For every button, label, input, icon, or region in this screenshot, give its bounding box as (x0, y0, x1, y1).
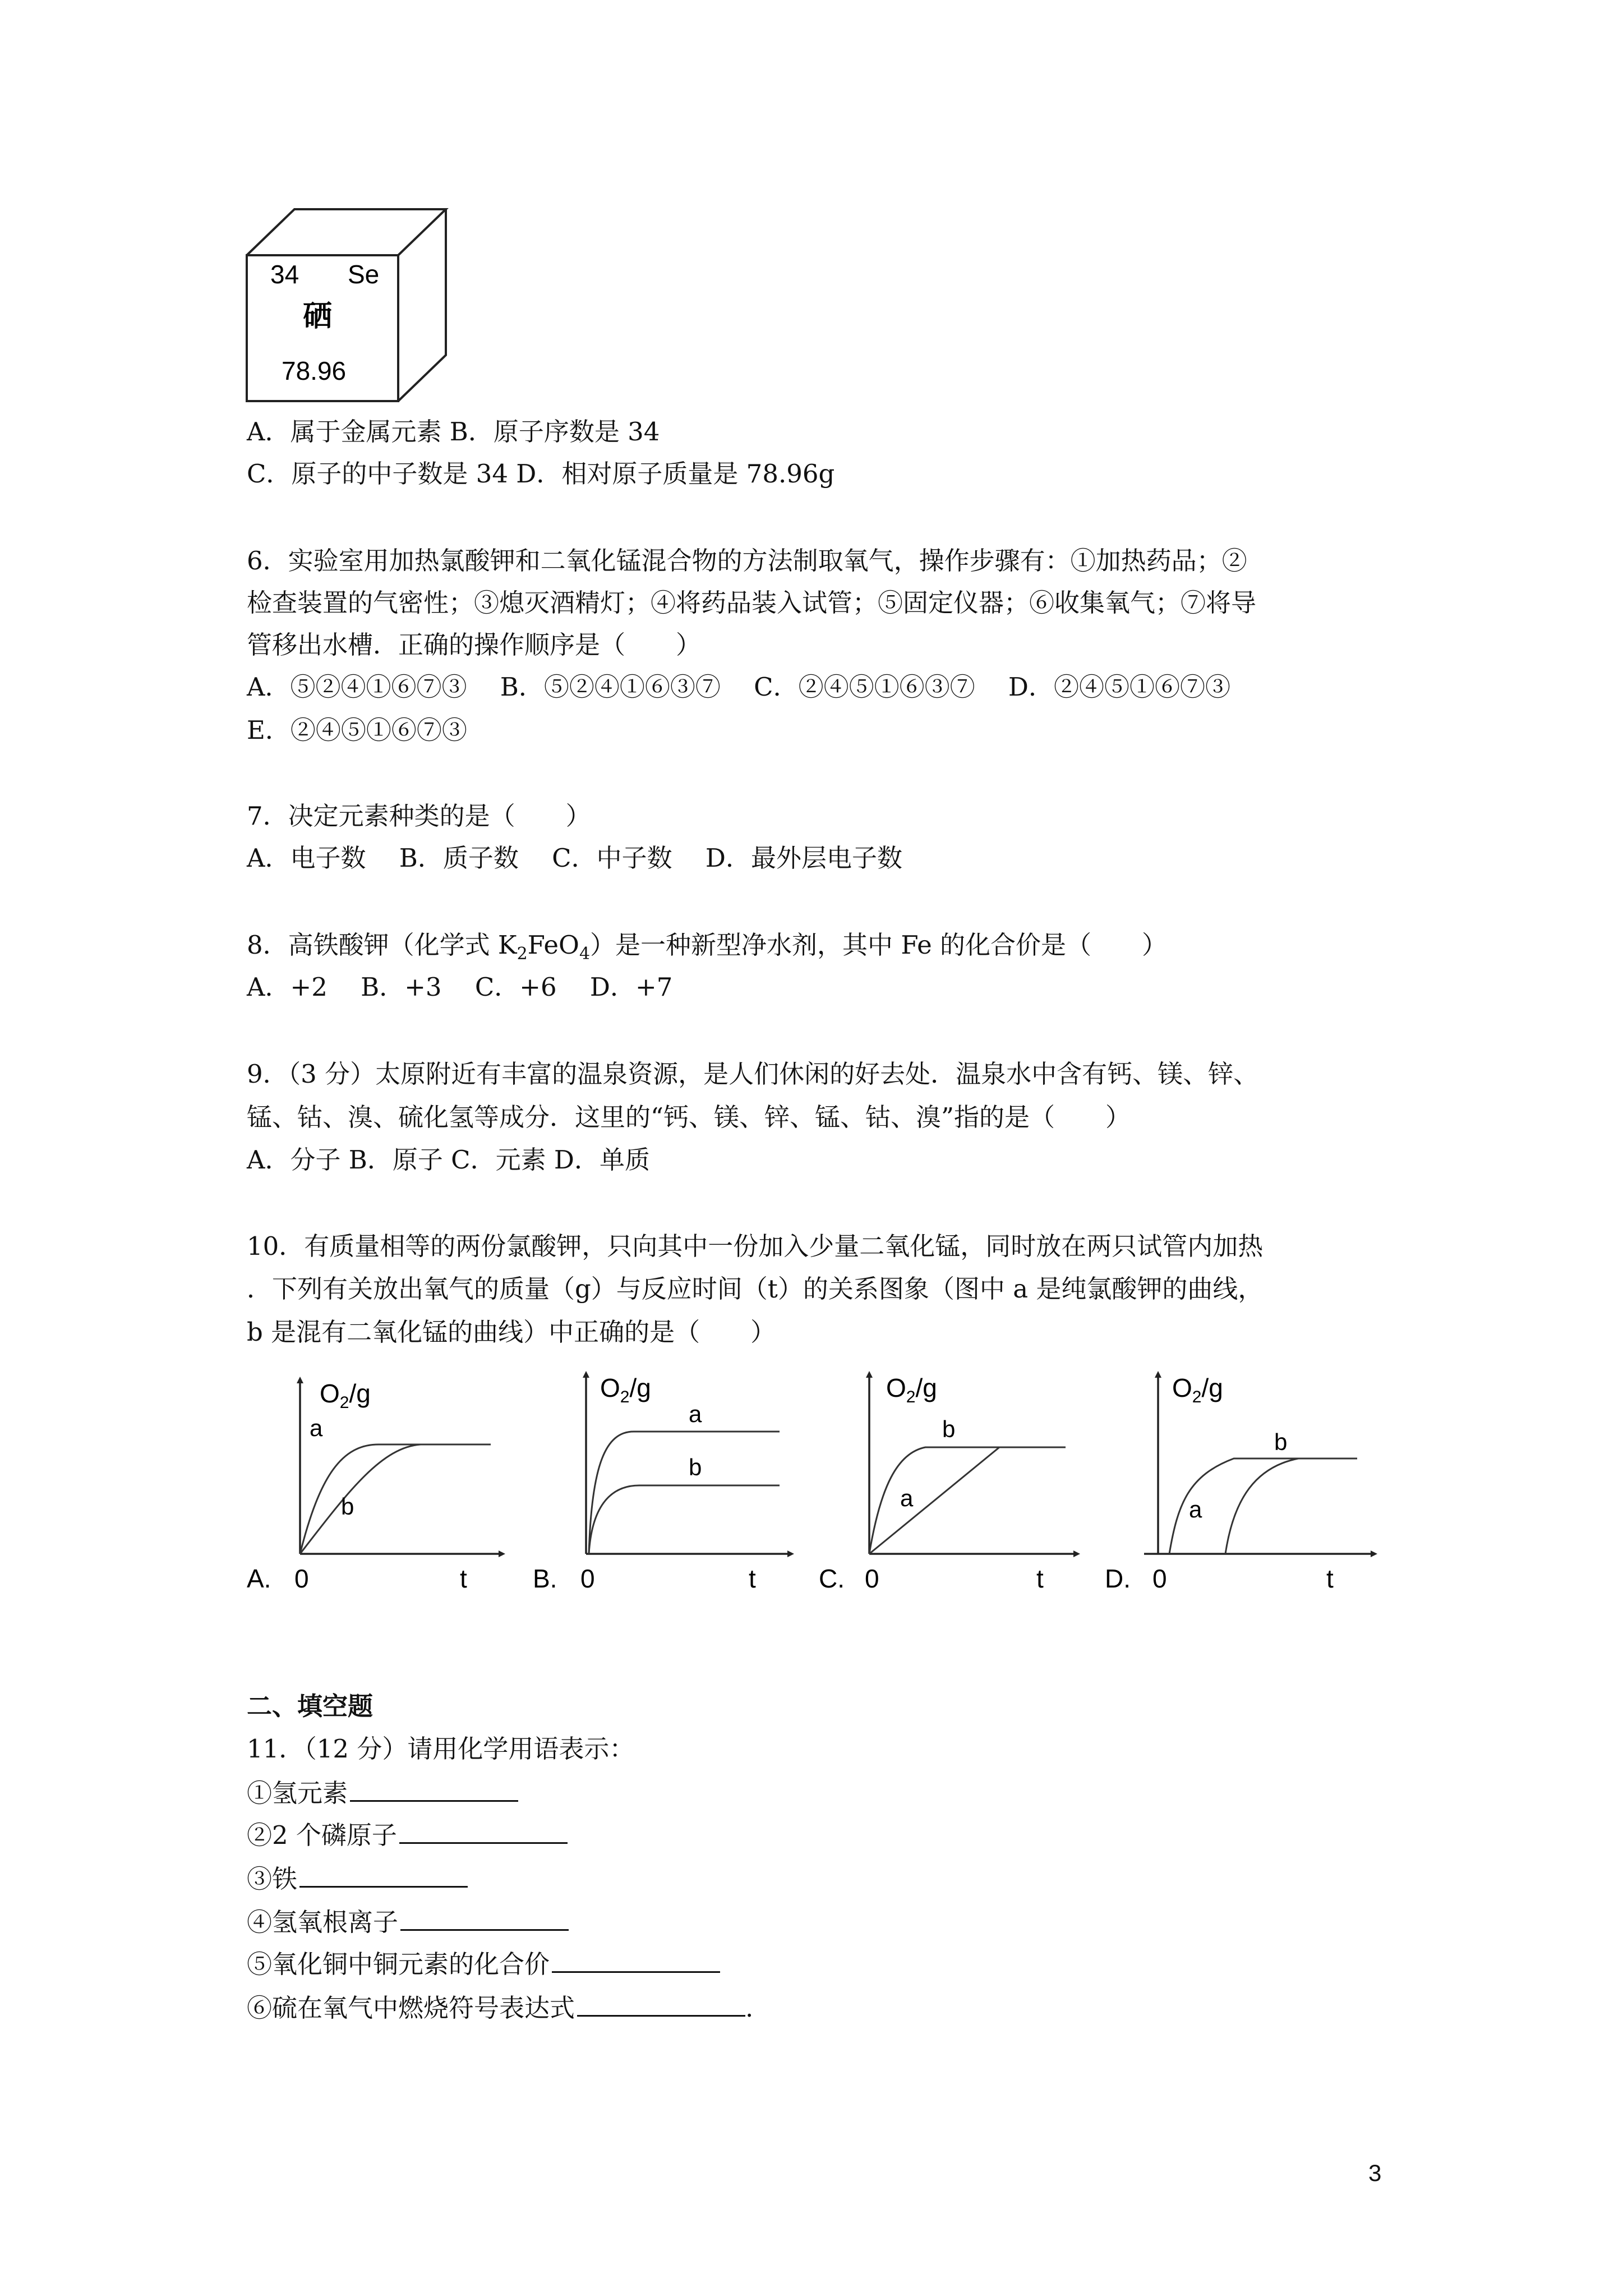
q5-options-line-1: A．属于金属元素 B．原子序数是 34 (247, 417, 660, 447)
curve-a (300, 1444, 491, 1554)
q10-graphs (241, 1363, 1408, 1599)
graph-option-label: A. (247, 1564, 271, 1593)
q11-stem: 11．（12 分）请用化学用语表示： (247, 1734, 635, 1764)
q11-item-2 (247, 1818, 568, 1852)
answer-blank[interactable] (399, 1818, 568, 1844)
q11-item-4 (247, 1904, 569, 1939)
x-axis-label: t (460, 1564, 467, 1593)
y-axis-label: $O_2/g$ (1172, 1373, 1223, 1406)
answer-blank[interactable] (552, 1947, 720, 1973)
curve-b-label: b (942, 1416, 956, 1442)
q7-options: A．电子数 B．质子数 C．中子数 D．最外层电子数 (247, 843, 902, 873)
q8-stem-mid: FeO (527, 930, 579, 960)
x-axis-label: t (749, 1564, 756, 1593)
cube-side-face (398, 209, 446, 401)
y-axis-label: $O_2/g$ (600, 1373, 651, 1406)
q11-item-6 (247, 1990, 753, 2025)
curve-b-label: b (341, 1493, 354, 1520)
curve-b (589, 1485, 780, 1554)
curve-a (869, 1447, 1066, 1554)
element-cube-figure (241, 205, 454, 407)
q5-options-line-2: C．原子的中子数是 34 D．相对原子质量是 78.96g (247, 459, 835, 489)
q6-stem-line-2: 检查装置的气密性；③熄灭酒精灯；④将药品装入试管；⑤固定仪器；⑥收集氧气；⑦将导 (247, 588, 1257, 618)
origin-label: 0 (580, 1564, 595, 1593)
q8-stem-after: ）是一种新型净水剂，其中 Fe 的化合价是（ ） (590, 930, 1168, 960)
graph-c (819, 1373, 1077, 1593)
q9-options: A．分子 B．原子 C．元素 D．单质 (247, 1145, 650, 1175)
y-axis-label: $O_2/g$ (320, 1379, 371, 1412)
graph-b (533, 1373, 791, 1593)
curve-b-label: b (689, 1454, 702, 1480)
q8-stem-before: 8．高铁酸钾（化学式 K (247, 930, 517, 960)
q11-item-text: ⑥硫在氧气中燃烧符号表达式 (247, 1993, 575, 2023)
q6-options-line-2: E．②④⑤①⑥⑦③ (247, 715, 467, 745)
curve-a-label: a (900, 1485, 914, 1511)
q10-stem-line-3: b 是混有二氧化锰的曲线）中正确的是（ ） (247, 1317, 776, 1347)
q11-item-text: ③铁 (247, 1864, 298, 1894)
curve-a-label: a (310, 1415, 323, 1441)
origin-label: 0 (1152, 1564, 1167, 1593)
graph-a (247, 1379, 502, 1593)
q8-options: A．+2 B．+3 C．+6 D．+7 (247, 972, 673, 1002)
q11-item-5 (247, 1947, 720, 1981)
answer-blank[interactable] (350, 1775, 518, 1802)
curve-b-label: b (1274, 1429, 1288, 1455)
q6-options-line-1: A．⑤②④①⑥⑦③ B．⑤②④①⑥③⑦ C．②④⑤①⑥③⑦ D．②④⑤①⑥⑦③ (247, 672, 1230, 702)
curve-b (869, 1447, 999, 1554)
graph-option-label: B. (533, 1564, 557, 1593)
q11-item-text: ①氢元素 (247, 1778, 348, 1808)
section-2-title: 二、填空题 (247, 1691, 374, 1721)
curve-a-label: a (689, 1401, 702, 1427)
q7-stem: 7．决定元素种类的是（ ） (247, 801, 591, 831)
q11-item-text: ④氢氧根离子 (247, 1907, 399, 1937)
graph-option-label: C. (819, 1564, 845, 1593)
q6-stem-line-3: 管移出水槽．正确的操作顺序是（ ） (247, 630, 702, 660)
curve-b (1225, 1458, 1298, 1554)
q11-item-1 (247, 1775, 518, 1810)
trailing-period: . (745, 1993, 754, 2023)
q8-sub-2: 4 (579, 944, 591, 964)
q11-item-text: ⑤氧化铜中铜元素的化合价 (247, 1949, 550, 1979)
element-name: 硒 (303, 300, 333, 333)
q10-stem-line-2: ．下列有关放出氧气的质量（g）与反应时间（t）的关系图象（图中 a 是纯氯酸钾的曲线， (247, 1274, 1264, 1304)
answer-blank[interactable] (400, 1904, 569, 1931)
y-axis-label: $O_2/g$ (886, 1373, 937, 1406)
x-axis-label: t (1036, 1564, 1044, 1593)
x-axis-label: t (1326, 1564, 1334, 1593)
cube-top-face (247, 209, 446, 255)
q11-item-3 (247, 1861, 468, 1896)
q9-stem-line-2: 锰、钴、溴、硫化氢等成分．这里的“钙、镁、锌、锰、钴、溴”指的是（ ） (247, 1102, 1131, 1132)
q10-stem-line-1: 10．有质量相等的两份氯酸钾，只向其中一份加入少量二氧化锰，同时放在两只试管内加热 (247, 1231, 1264, 1261)
element-mass: 78.96 (282, 356, 347, 385)
graph-d (1105, 1373, 1374, 1593)
answer-blank[interactable] (299, 1861, 468, 1888)
q6-stem-line-1: 6．实验室用加热氯酸钾和二氧化锰混合物的方法制取氧气，操作步骤有：①加热药品；② (247, 546, 1247, 576)
q9-stem-line-1: 9．（3 分）太原附近有丰富的温泉资源，是人们休闲的好去处．温泉水中含有钙、镁、锌、 (247, 1059, 1259, 1089)
curve-a-label: a (1189, 1496, 1202, 1522)
origin-label: 0 (865, 1564, 879, 1593)
graph-option-label: D. (1105, 1564, 1131, 1593)
q11-item-text: ②2 个磷原子 (247, 1820, 397, 1850)
answer-blank[interactable] (577, 1990, 745, 2017)
q8-sub-1: 2 (517, 944, 528, 964)
curve-a (589, 1432, 780, 1554)
q8-stem (247, 928, 1167, 962)
element-number: 34 (270, 260, 299, 289)
page-number: 3 (1368, 2160, 1382, 2186)
origin-label: 0 (294, 1564, 309, 1593)
element-symbol: Se (348, 260, 380, 289)
